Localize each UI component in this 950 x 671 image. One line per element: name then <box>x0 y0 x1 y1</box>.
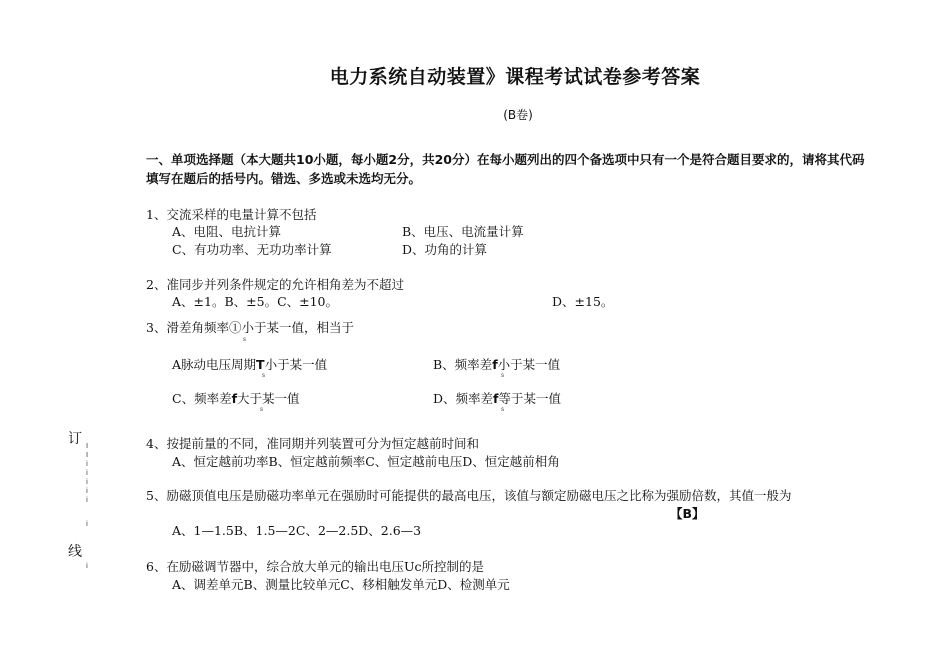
margin-char-ding: 订 <box>68 431 82 447</box>
exam-title: 电力系统自动装置》课程考试试卷参考答案 <box>329 66 701 88</box>
question-5-stem: 5、励磁顶值电压是励磁功率单元在强励时可能提供的最高电压，该值与额定励磁电压之比称为强励倍数，其值一般为 <box>146 488 792 503</box>
margin-mark: I <box>86 451 89 459</box>
margin-mark: i <box>86 487 88 495</box>
margin-mark: i <box>86 496 88 504</box>
q3-d-symbol: f <box>493 391 499 406</box>
question-2-option-d: D、±15。 <box>552 294 614 309</box>
question-1-option-a: A、电阻、电抗计算 <box>172 224 282 239</box>
q3-b-text-post: 小于某一值 <box>497 357 561 372</box>
q3-stem-subscript: s <box>243 336 247 343</box>
margin-mark: i <box>86 469 88 477</box>
question-5-answer: 【B】 <box>670 506 705 521</box>
q3-c-subscript: s <box>260 406 264 413</box>
q3-a-text: A脉动电压周期 <box>172 357 257 372</box>
question-1-option-b: B、电压、电流量计算 <box>402 224 524 239</box>
q3-a-symbol: T <box>256 357 265 372</box>
margin-char-xian: 线 <box>68 544 82 560</box>
exam-subtitle: (B卷) <box>503 108 533 122</box>
question-6-options: A、调差单元B、测量比较单元C、移相触发单元D、检测单元 <box>172 577 510 592</box>
question-3-stem <box>146 318 354 336</box>
question-3-option-a <box>172 355 327 373</box>
question-1-option-d: D、功角的计算 <box>402 242 488 257</box>
q3-stem-text: 3、滑差角频率 <box>146 320 229 335</box>
question-4-stem: 4、按提前量的不同，准同期并列装置可分为恒定越前时间和 <box>146 436 479 451</box>
q3-d-text: D、频率差 <box>433 391 494 406</box>
question-6-stem: 6、在励磁调节器中，综合放大单元的输出电压Uc所控制的是 <box>146 559 484 574</box>
margin-mark: i <box>86 520 88 528</box>
question-3-option-b <box>433 355 560 373</box>
q3-stem-text-post: 小于某一值，相当于 <box>241 320 354 335</box>
q3-b-subscript: s <box>501 372 505 379</box>
margin-mark: i <box>86 478 88 486</box>
question-5-options: A、1—1.5B、1.5—2C、2—2.5D、2.6—3 <box>172 523 422 538</box>
q3-c-text: C、频率差 <box>172 391 232 406</box>
q3-d-text-post: 等于某一值 <box>498 391 561 406</box>
q3-a-subscript: s <box>262 372 266 379</box>
margin-mark: i <box>86 460 88 468</box>
question-2-options-abc: A、±1。B、±5。C、±10。 <box>172 294 339 309</box>
q3-b-text: B、频率差 <box>433 357 493 372</box>
question-2-stem: 2、准同步并列条件规定的允许相角差为不超过 <box>146 277 404 292</box>
q3-a-text-post: 小于某一值 <box>264 357 328 372</box>
q3-stem-symbol: ① <box>228 320 242 335</box>
question-4-options: A、恒定越前功率B、恒定越前频率C、恒定越前电压D、恒定越前相角 <box>172 454 560 469</box>
q3-c-text-post: 大于某一值 <box>237 391 300 406</box>
margin-mark: I <box>86 442 89 450</box>
question-1-stem: 1、交流采样的电量计算不包括 <box>146 207 317 222</box>
margin-mark: i <box>86 562 88 570</box>
q3-d-subscript: s <box>501 406 505 413</box>
question-3-option-d <box>433 389 561 407</box>
question-3-option-c <box>172 389 300 407</box>
question-1-option-c: C、有功功率、无功功率计算 <box>172 242 332 257</box>
section-header: 一、单项选择题（本大题共10小题，每小题2分，共20分）在每小题列出的四个备选项中只有一个是符合题目要求的，请将其代码填写在题后的括号内。错选、多选或未选均无分。 <box>146 152 865 186</box>
q3-c-symbol: f <box>231 391 238 406</box>
q3-b-symbol: f <box>492 357 498 372</box>
